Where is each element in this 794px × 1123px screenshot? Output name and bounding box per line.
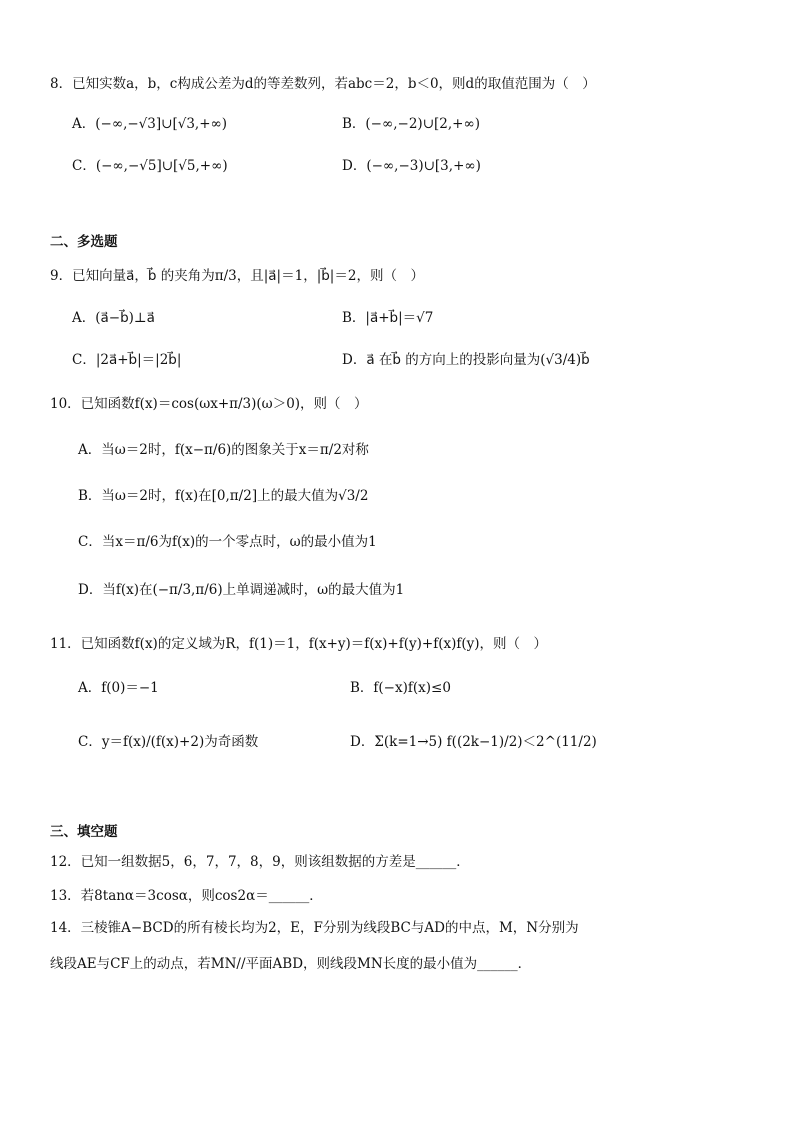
- question-9-stem: 9．已知向量a⃗，b⃗ 的夹角为π/3，且|a⃗|＝1，|b⃗|＝2，则（ ）: [50, 268, 424, 284]
- question-11-option-d: D．Σ(k=1→5) f((2k−1)/2)＜2^(11/2): [350, 734, 597, 750]
- question-10-stem: 10．已知函数f(x)＝cos(ωx+π/3)(ω＞0)，则（ ）: [50, 396, 368, 412]
- question-8-option-c: C．(−∞,−√5]∪[√5,+∞): [72, 158, 228, 174]
- question-12: 12．已知一组数据5，6，7，7，8，9，则该组数据的方差是______．: [50, 854, 470, 870]
- question-14-line-1: 14．三棱锥A−BCD的所有棱长均为2，E，F分别为线段BC与AD的中点，M，N分别为: [50, 920, 579, 936]
- question-9-option-d: D．a⃗ 在b⃗ 的方向上的投影向量为(√3/4)b⃗: [342, 352, 590, 368]
- question-9-option-a: A．(a⃗−b⃗)⊥a⃗: [72, 310, 155, 326]
- question-8-option-a: A．(−∞,−√3]∪[√3,+∞): [72, 116, 228, 132]
- question-10-option-c: C．当x＝π/6为f(x)的一个零点时，ω的最小值为1: [78, 534, 377, 550]
- question-13: 13．若8tanα＝3cosα，则cos2α＝______．: [50, 888, 323, 904]
- section-multi-choice-title: 二、多选题: [50, 234, 118, 250]
- question-8-option-b: B．(−∞,−2)∪[2,+∞): [342, 116, 480, 132]
- question-11-stem: 11．已知函数f(x)的定义域为R，f(1)＝1，f(x+y)＝f(x)+f(y)+f(x)f(y)，则（ ）: [50, 636, 548, 652]
- question-10-option-a: A．当ω＝2时，f(x−π/6)的图象关于x＝π/2对称: [78, 442, 369, 458]
- question-8-stem: 8．已知实数a，b，c构成公差为d的等差数列，若abc＝2，b＜0，则d的取值范围为（ ）: [50, 76, 596, 92]
- section-fill-in-title: 三、填空题: [50, 824, 118, 840]
- question-11-option-b: B．f(−x)f(x)≤0: [350, 680, 451, 696]
- question-10-option-d: D．当f(x)在(−π/3,π/6)上单调递减时，ω的最大值为1: [78, 582, 405, 598]
- question-11-option-c: C．y＝f(x)/(f(x)+2)为奇函数: [78, 734, 259, 750]
- question-11-option-a: A．f(0)＝−1: [78, 680, 159, 696]
- question-10-option-b: B．当ω＝2时，f(x)在[0,π/2]上的最大值为√3/2: [78, 488, 369, 504]
- question-9-option-b: B．|a⃗+b⃗|＝√7: [342, 310, 434, 326]
- question-8-option-d: D．(−∞,−3)∪[3,+∞): [342, 158, 481, 174]
- question-9-option-c: C．|2a⃗+b⃗|＝|2b⃗|: [72, 352, 182, 368]
- question-14-line-2: 线段AE与CF上的动点，若MN//平面ABD，则线段MN长度的最小值为______．: [50, 956, 532, 972]
